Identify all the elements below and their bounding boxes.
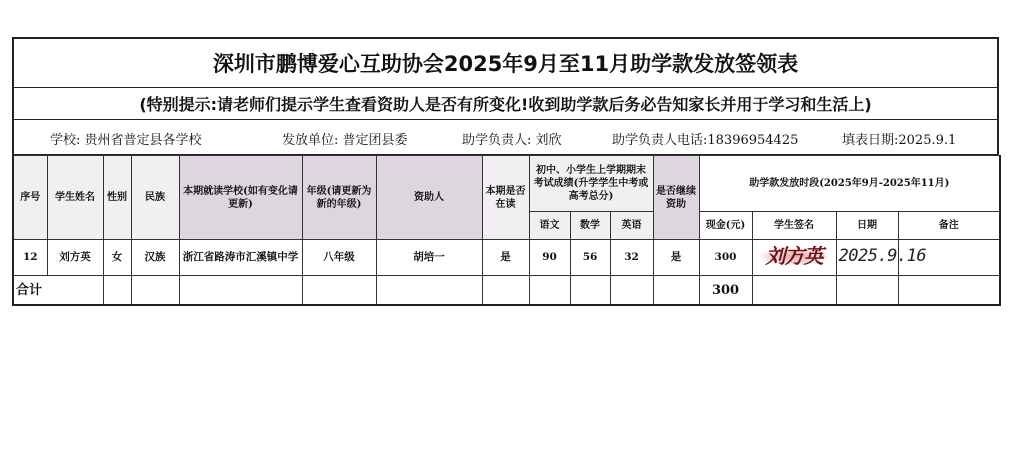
cell-grade: 八年级: [302, 240, 376, 276]
cell-signature: [752, 240, 836, 276]
header-remark: 备注: [898, 212, 1000, 240]
form-title: 深圳市鹏博爱心互助协会2025年9月至11月助学款发放签领表: [12, 37, 999, 88]
header-continue: 是否继续资助: [653, 156, 699, 240]
fill-date-info: 填表日期:2025.9.1: [842, 133, 957, 148]
header-chinese: 语文: [529, 212, 570, 240]
header-enrolled: 本期是否在读: [482, 156, 529, 240]
header-school: 本期就读学校(如有变化请更新): [179, 156, 302, 240]
header-grade: 年级(请更新为新的年级): [302, 156, 376, 240]
total-cash: 300: [699, 276, 752, 306]
header-sponsor: 资助人: [376, 156, 482, 240]
header-math: 数学: [570, 212, 610, 240]
cell-gender: 女: [103, 240, 131, 276]
header-english: 英语: [610, 212, 653, 240]
header-scores: 初中、小学生上学期期末考试成绩(升学学生中考或高考总分): [529, 156, 653, 212]
special-notice: (特别提示:请老师们提示学生查看资助人是否有所变化!收到助学款后务必告知家长并用于学习和生活上): [12, 88, 999, 120]
header-date: 日期: [836, 212, 898, 240]
cell-english: 32: [610, 240, 653, 276]
header-cash: 现金(元): [699, 212, 752, 240]
cell-continue: 是: [653, 240, 699, 276]
header-ethnicity: 民族: [131, 156, 179, 240]
cell-enrolled: 是: [482, 240, 529, 276]
cell-date: [836, 240, 927, 276]
header-gender: 性别: [103, 156, 131, 240]
form-sheet: [12, 37, 999, 306]
school-info: 学校: 贵州省普定县各学校: [50, 133, 202, 148]
cell-math: 56: [570, 240, 610, 276]
manager-info: 助学负责人: 刘欣: [462, 133, 562, 148]
phone-info: 助学负责人电话:18396954425: [612, 133, 799, 148]
cell-cash: 300: [699, 240, 752, 276]
cell-name: 刘方英: [47, 240, 103, 276]
cell-school: 浙江省路涛市汇溪镇中学: [179, 240, 302, 276]
cell-ethnicity: 汉族: [131, 240, 179, 276]
total-row: [13, 276, 1000, 306]
grant-table: [12, 155, 1001, 306]
table-row: [13, 240, 1000, 276]
issuer-info: 发放单位: 普定团县委: [282, 133, 408, 148]
cell-seq: 12: [13, 240, 47, 276]
header-seq: 序号: [13, 156, 47, 240]
handwritten-date: 2025.9.16: [838, 246, 927, 266]
total-label: 合计: [13, 276, 103, 306]
cell-sponsor: 胡培一: [376, 240, 482, 276]
info-row: [12, 120, 999, 155]
header-period: 助学款发放时段(2025年9月-2025年11月): [699, 156, 1000, 212]
cell-chinese: 90: [529, 240, 570, 276]
handwritten-signature: 刘方英: [760, 248, 829, 265]
header-name: 学生姓名: [47, 156, 103, 240]
header-signature: 学生签名: [752, 212, 836, 240]
